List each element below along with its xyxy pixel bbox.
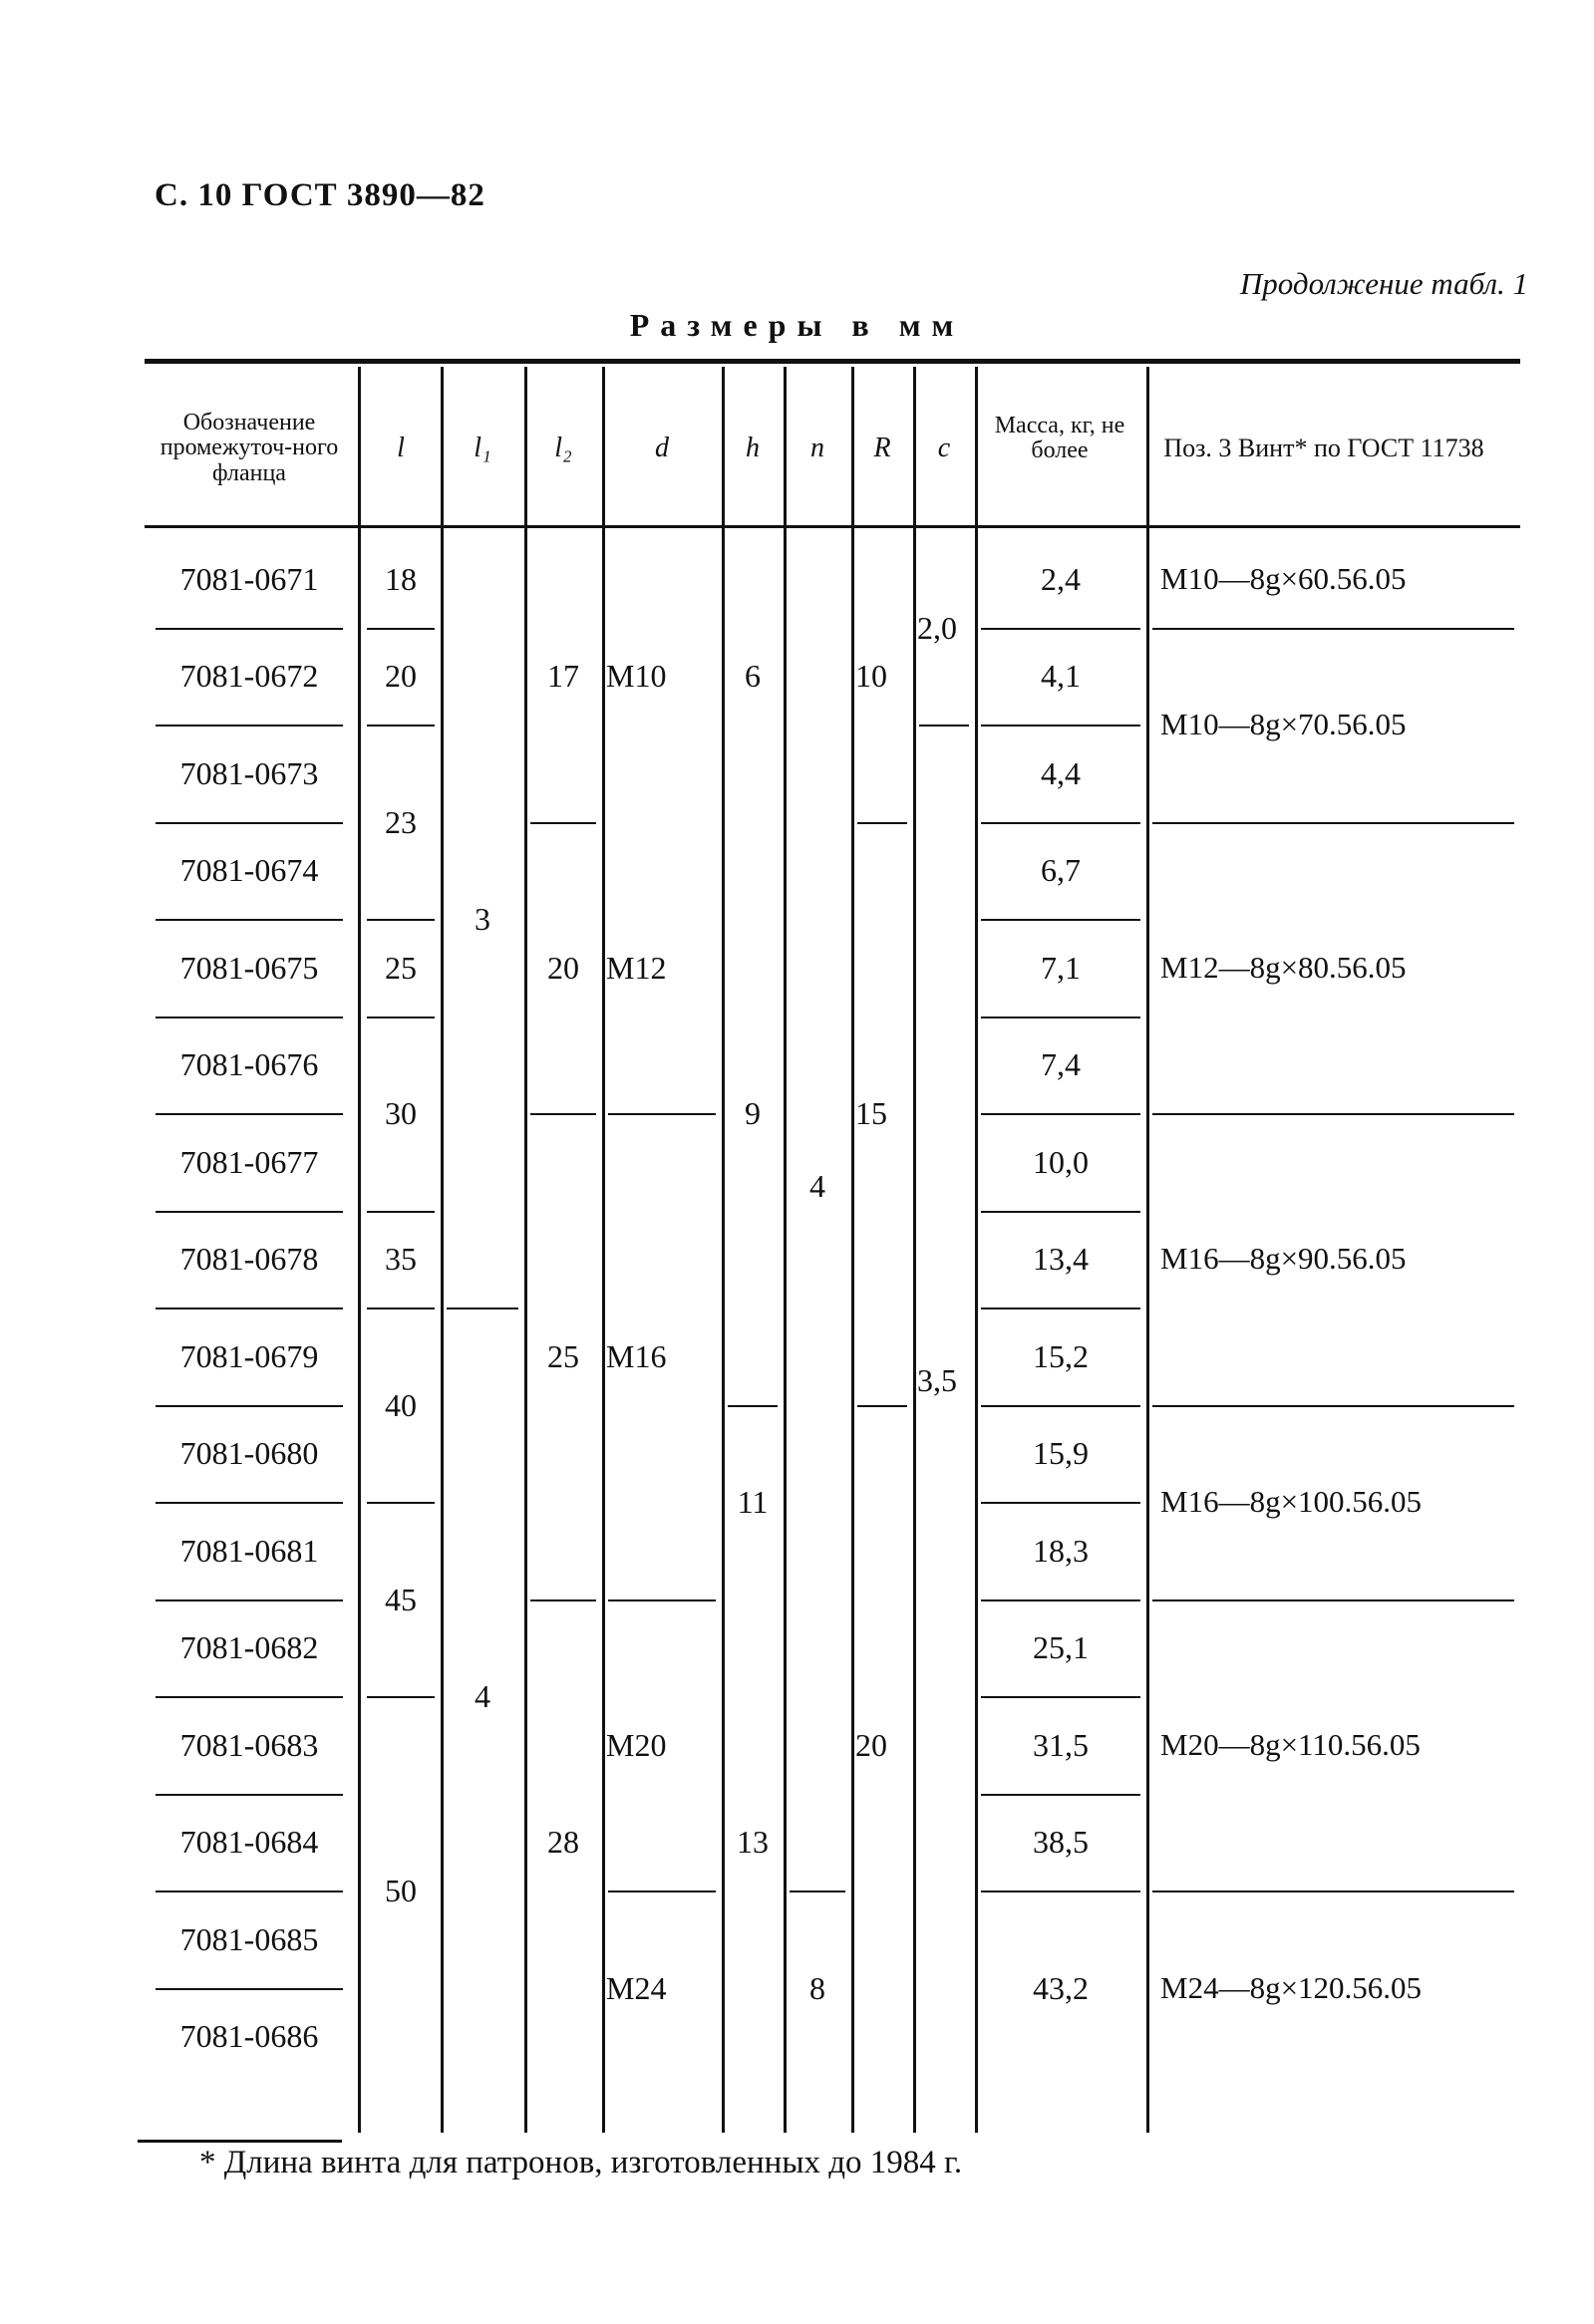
units-caption: Размеры в мм — [629, 307, 965, 343]
row-divider — [981, 628, 1140, 630]
l-cell: 45 — [385, 1582, 417, 1617]
h-cell: 13 — [737, 1824, 769, 1860]
h-cell: 9 — [745, 1095, 761, 1131]
row-divider — [447, 1307, 518, 1309]
header-l: l — [397, 433, 405, 464]
row-divider — [981, 1599, 1140, 1601]
row-divider — [156, 1211, 343, 1213]
designation-cell: 7081-0674 — [179, 852, 319, 888]
mass-cell: 2,4 — [1041, 561, 1081, 597]
row-divider — [367, 919, 435, 921]
screw-cell: M16—8g×100.56.05 — [1160, 1484, 1423, 1519]
n-cell: 8 — [809, 1970, 825, 2006]
row-divider — [981, 1502, 1140, 1504]
row-divider — [981, 1405, 1140, 1407]
l-cell: 50 — [385, 1873, 417, 1908]
footnote-rule — [138, 2140, 342, 2143]
row-divider — [981, 822, 1140, 824]
row-divider — [608, 1890, 716, 1892]
screw-cell: M16—8g×90.56.05 — [1160, 1241, 1407, 1276]
row-divider — [156, 1502, 343, 1504]
row-divider — [1152, 822, 1514, 824]
column-divider — [602, 367, 605, 2133]
mass-cell: 7,1 — [1041, 950, 1081, 986]
row-divider — [857, 1405, 907, 1407]
header-R: R — [873, 433, 891, 464]
row-divider — [981, 1696, 1140, 1698]
l-cell: 18 — [385, 561, 417, 597]
row-divider — [1152, 1113, 1514, 1115]
c-cell: 2,0 — [917, 610, 957, 646]
d-cell: M10 — [606, 658, 667, 694]
l-cell: 23 — [385, 804, 417, 840]
mass-cell: 31,5 — [1033, 1727, 1089, 1763]
designation-cell: 7081-0675 — [179, 950, 319, 986]
n-cell: 4 — [809, 1168, 825, 1204]
screw-cell: M10—8g×70.56.05 — [1160, 707, 1407, 741]
row-divider — [981, 725, 1140, 726]
l-cell: 35 — [385, 1241, 417, 1277]
mass-cell: 43,2 — [1033, 1970, 1089, 2006]
d-cell: M12 — [606, 950, 667, 986]
l1-cell: 3 — [475, 901, 490, 937]
mass-cell: 38,5 — [1033, 1824, 1089, 1860]
column-divider — [851, 367, 854, 2133]
l-cell: 30 — [385, 1095, 417, 1131]
designation-cell: 7081-0676 — [179, 1046, 319, 1082]
screw-cell: M24—8g×120.56.05 — [1160, 1970, 1423, 2005]
row-divider — [156, 1890, 343, 1892]
row-divider — [156, 1696, 343, 1698]
row-divider — [1152, 1405, 1514, 1407]
row-divider — [530, 1113, 596, 1115]
designation-cell: 7081-0686 — [179, 2018, 319, 2054]
header-n: n — [810, 433, 824, 464]
row-divider — [981, 1794, 1140, 1796]
l2-cell: 28 — [547, 1824, 579, 1860]
designation-cell: 7081-0672 — [179, 658, 319, 694]
l-cell: 25 — [385, 950, 417, 986]
mass-cell: 7,4 — [1041, 1046, 1081, 1082]
designation-cell: 7081-0682 — [179, 1629, 319, 1665]
row-divider — [981, 1017, 1140, 1018]
header-designation: Обозначение промежуточ-ного фланца — [159, 410, 339, 486]
header-bottom-rule — [145, 525, 1520, 528]
row-divider — [156, 1599, 343, 1601]
row-divider — [728, 1405, 778, 1407]
row-divider — [857, 822, 907, 824]
row-divider — [156, 1307, 343, 1309]
row-divider — [981, 1890, 1140, 1892]
l-cell: 40 — [385, 1387, 417, 1423]
row-divider — [156, 725, 343, 726]
column-divider — [784, 367, 787, 2133]
mass-cell: 10,0 — [1033, 1144, 1089, 1180]
designation-cell: 7081-0673 — [179, 755, 319, 791]
R-cell: 15 — [855, 1095, 887, 1131]
designation-cell: 7081-0684 — [179, 1824, 319, 1860]
row-divider — [156, 1113, 343, 1115]
row-divider — [608, 1599, 716, 1601]
mass-cell: 25,1 — [1033, 1629, 1089, 1665]
header-mass: Масса, кг, не более — [994, 412, 1125, 463]
page-header: С. 10 ГОСТ 3890—82 — [155, 177, 485, 213]
mass-cell: 18,3 — [1033, 1533, 1089, 1569]
row-divider — [367, 1502, 435, 1504]
row-divider — [790, 1890, 845, 1892]
mass-cell: 15,9 — [1033, 1435, 1089, 1471]
header-h: h — [746, 433, 760, 464]
column-divider — [524, 367, 527, 2133]
h-cell: 11 — [737, 1484, 769, 1520]
row-divider — [981, 1307, 1140, 1309]
designation-cell: 7081-0683 — [179, 1727, 319, 1763]
d-cell: M24 — [606, 1970, 667, 2006]
R-cell: 10 — [855, 658, 887, 694]
designation-cell: 7081-0679 — [179, 1338, 319, 1374]
designation-cell: 7081-0681 — [179, 1533, 319, 1569]
row-divider — [367, 1211, 435, 1213]
row-divider — [1152, 1890, 1514, 1892]
screw-cell: M20—8g×110.56.05 — [1160, 1727, 1421, 1762]
row-divider — [156, 1988, 343, 1990]
row-divider — [156, 1794, 343, 1796]
c-cell: 3,5 — [917, 1362, 957, 1398]
row-divider — [367, 1307, 435, 1309]
header-l1: l₁ — [474, 433, 491, 464]
row-divider — [1152, 1599, 1514, 1601]
l2-cell: 20 — [547, 950, 579, 986]
row-divider — [981, 1211, 1140, 1213]
mass-cell: 13,4 — [1033, 1241, 1089, 1277]
designation-cell: 7081-0685 — [179, 1921, 319, 1957]
footnote: * Длина винта для патронов, изготовленных до 1984 г. — [199, 2145, 963, 2180]
table-top-rule — [145, 359, 1520, 364]
row-divider — [530, 822, 596, 824]
row-divider — [367, 628, 435, 630]
row-divider — [156, 919, 343, 921]
h-cell: 6 — [745, 658, 761, 694]
row-divider — [156, 1017, 343, 1018]
header-d: d — [655, 433, 669, 464]
mass-cell: 15,2 — [1033, 1338, 1089, 1374]
row-divider — [156, 822, 343, 824]
row-divider — [156, 1405, 343, 1407]
column-divider — [1146, 367, 1149, 2133]
l1-cell: 4 — [475, 1678, 490, 1714]
column-divider — [441, 367, 444, 2133]
mass-cell: 6,7 — [1041, 852, 1081, 888]
mass-cell: 4,4 — [1041, 755, 1081, 791]
d-cell: M16 — [606, 1338, 667, 1374]
R-cell: 20 — [855, 1727, 887, 1763]
column-divider — [722, 367, 725, 2133]
mass-cell: 4,1 — [1041, 658, 1081, 694]
designation-cell: 7081-0671 — [179, 561, 319, 597]
designation-cell: 7081-0680 — [179, 1435, 319, 1471]
row-divider — [156, 628, 343, 630]
column-divider — [913, 367, 916, 2133]
designation-cell: 7081-0678 — [179, 1241, 319, 1277]
row-divider — [367, 725, 435, 726]
header-screw: Поз. 3 Винт* по ГОСТ 11738 — [1163, 434, 1484, 463]
d-cell: M20 — [606, 1727, 667, 1763]
designation-cell: 7081-0677 — [179, 1144, 319, 1180]
table-continuation-label: Продолжение табл. 1 — [1239, 266, 1528, 301]
row-divider — [919, 725, 969, 726]
header-l2: l₂ — [554, 433, 572, 464]
row-divider — [981, 919, 1140, 921]
l2-cell: 25 — [547, 1338, 579, 1374]
l-cell: 20 — [385, 658, 417, 694]
screw-cell: M10—8g×60.56.05 — [1160, 561, 1407, 596]
row-divider — [530, 1599, 596, 1601]
l2-cell: 17 — [547, 658, 579, 694]
row-divider — [981, 1113, 1140, 1115]
screw-cell: M12—8g×80.56.05 — [1160, 950, 1407, 985]
header-c: c — [937, 433, 951, 464]
row-divider — [367, 1017, 435, 1018]
row-divider — [608, 1113, 716, 1115]
row-divider — [367, 1696, 435, 1698]
row-divider — [1152, 628, 1514, 630]
